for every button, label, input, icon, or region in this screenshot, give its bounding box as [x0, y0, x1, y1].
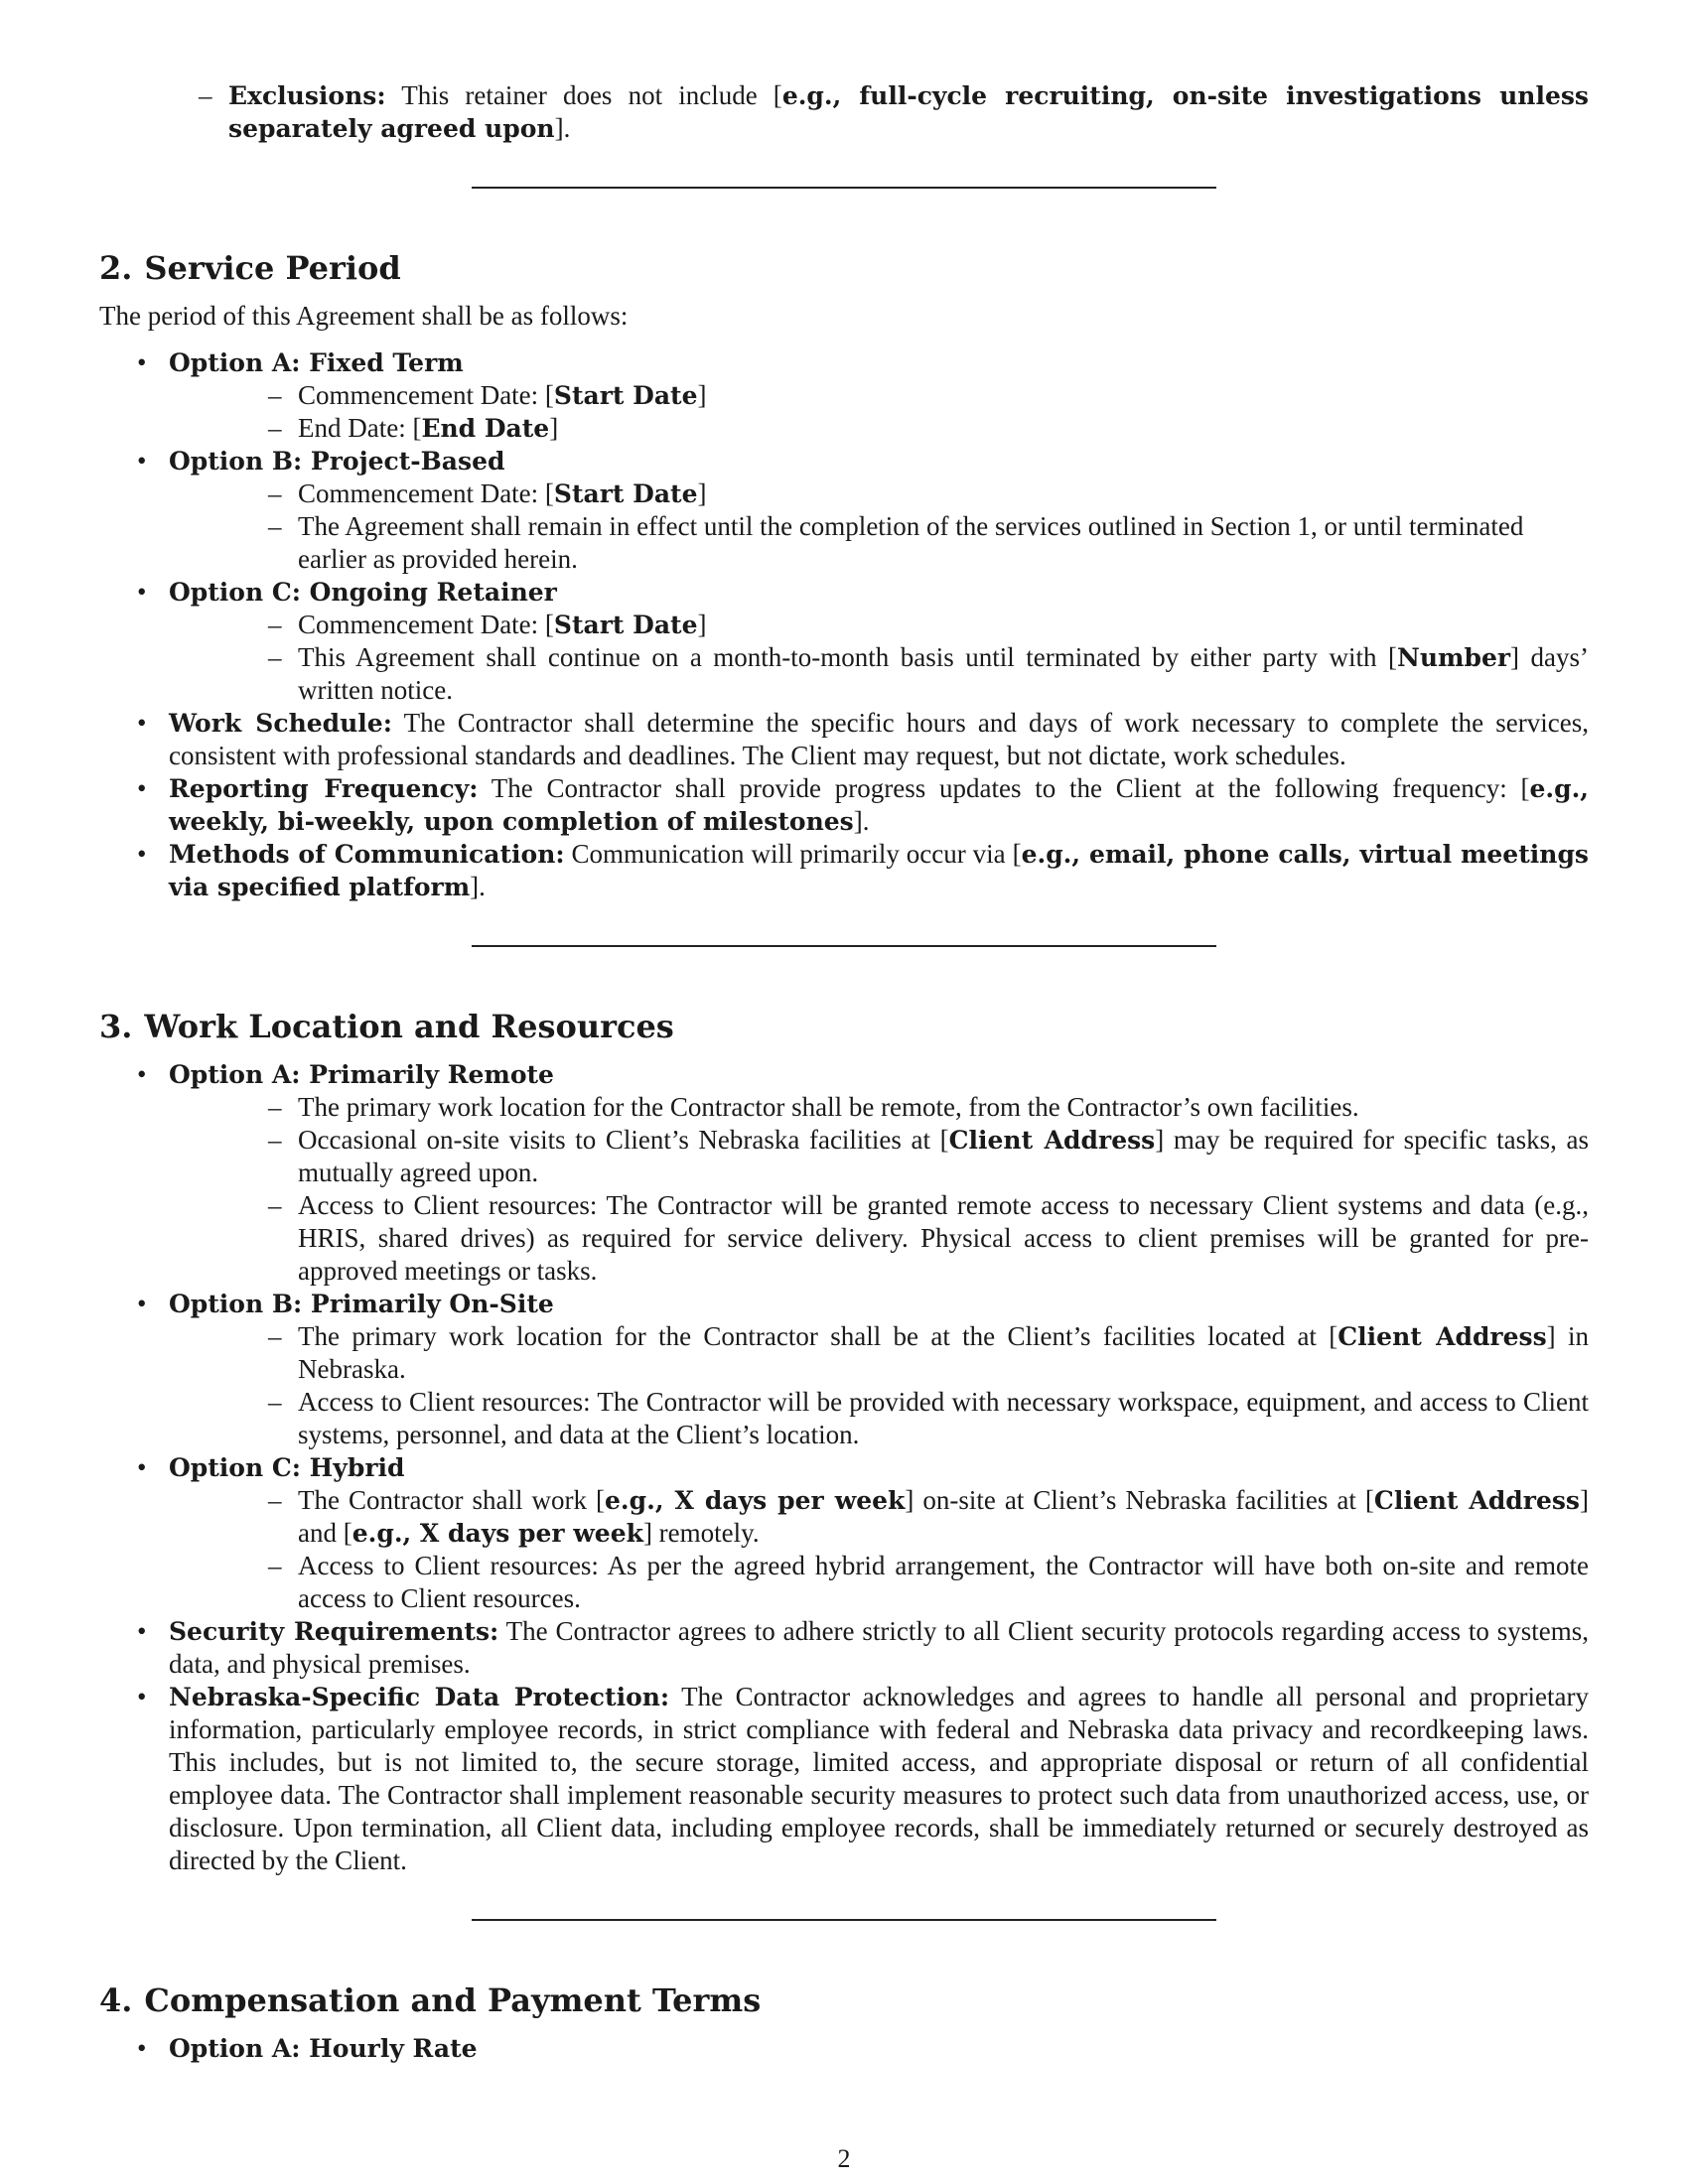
- section-heading-3: [99, 1007, 1589, 1046]
- placeholder: Number: [1397, 643, 1511, 672]
- text: Commencement Date: [: [298, 380, 554, 410]
- sub-list-item: [169, 641, 1589, 707]
- sub-list: [238, 1320, 1589, 1451]
- text: ].: [853, 806, 870, 836]
- text: ].: [470, 872, 486, 901]
- exclusions-placeholder: e.g., full-cycle recruiting, on-site investigations unless separately agreed upon: [228, 81, 1590, 143]
- text: Commencement Date: [: [298, 610, 554, 639]
- list-item: [99, 707, 1589, 772]
- sub-list-item: – Commencement Date: [Start Date]: [169, 609, 1589, 641]
- text: ] remotely.: [642, 1518, 760, 1548]
- document-page: [99, 79, 1589, 2065]
- placeholder: Client Address: [1337, 1322, 1547, 1351]
- sub-list-item: – End Date: [End Date]: [169, 412, 1589, 445]
- option-label: Option B: Project-Based: [169, 447, 505, 476]
- item-label: Security Requirements:: [169, 1617, 499, 1646]
- option-label: Option A: Primarily Remote: [169, 1060, 554, 1089]
- text: ] days’ written notice.: [298, 642, 1589, 705]
- sub-list: [238, 478, 1589, 576]
- text: ] on-site at Client’s Nebraska facilities at [: [905, 1485, 1374, 1515]
- placeholder: e.g., email, phone calls, virtual meetings via specified platform: [169, 840, 1589, 901]
- sub-list: [238, 1484, 1589, 1615]
- section-divider: [472, 187, 1216, 189]
- text: Communication will primarily occur via [: [564, 839, 1022, 869]
- text: The Contractor agrees to adhere strictly to all Client security protocols regarding access to systems, data, and physical premises.: [169, 1616, 1590, 1679]
- section-title: Compensation and Payment Terms: [144, 1981, 762, 2019]
- text: The Contractor shall provide progress updates to the Client at the following frequency: [: [478, 773, 1530, 803]
- item-label: Methods of Communication:: [169, 840, 565, 869]
- list-item: [99, 1681, 1589, 1877]
- placeholder: Start Date: [553, 381, 698, 410]
- item-label: Reporting Frequency:: [169, 774, 479, 803]
- list-item: [99, 445, 1589, 576]
- list-item: [99, 838, 1589, 903]
- exclusions-label: Exclusions:: [228, 81, 386, 110]
- list-item: [99, 772, 1589, 838]
- section-heading-2: [99, 248, 1589, 288]
- text: Commencement Date: [: [298, 478, 554, 508]
- list-item: [99, 1058, 1589, 1288]
- list-item: [99, 1615, 1589, 1681]
- option-label: Option A: Hourly Rate: [169, 2034, 478, 2063]
- placeholder: Start Date: [553, 611, 698, 639]
- sub-list-item: – Commencement Date: [Start Date]: [169, 379, 1589, 412]
- sub-list-item: [169, 1320, 1589, 1386]
- text: The primary work location for the Contractor shall be at the Client’s facilities located at [: [298, 1321, 1338, 1351]
- sub-list-item: – Access to Client resources: As per the agreed hybrid arrangement, the Contractor will have both on-site and remote access to Client resources.: [169, 1550, 1589, 1615]
- section-intro: The period of this Agreement shall be as follows:: [99, 301, 629, 331]
- sub-list-item: [169, 1484, 1589, 1550]
- section-divider: [472, 945, 1216, 947]
- list-item: [99, 2032, 1589, 2065]
- text: ] and [: [298, 1485, 1590, 1548]
- section-heading-4: [99, 1980, 1589, 2020]
- list-item: [99, 1451, 1589, 1615]
- placeholder: e.g., X days per week: [352, 1519, 643, 1548]
- section-number: 4.: [99, 1981, 133, 2019]
- option-label: Option B: Primarily On-Site: [169, 1290, 554, 1318]
- option-label: Option C: Ongoing Retainer: [169, 578, 557, 607]
- list-item: [99, 576, 1589, 707]
- option-label: Option C: Hybrid: [169, 1453, 405, 1482]
- service-period-list: [99, 346, 1589, 903]
- sub-list: [238, 379, 1589, 445]
- placeholder: Start Date: [553, 479, 698, 508]
- sub-list-item: – The primary work location for the Contractor shall be remote, from the Contractor’s own facilities.: [169, 1091, 1589, 1124]
- text: End Date: [: [298, 413, 422, 443]
- text: Occasional on-site visits to Client’s Nebraska facilities at [: [298, 1125, 949, 1155]
- placeholder: e.g., X days per week: [605, 1486, 906, 1515]
- section-divider: [472, 1919, 1216, 1921]
- exclusions-text: This retainer does not include [: [385, 80, 782, 110]
- placeholder: e.g., weekly, bi-weekly, upon completion of milestones: [169, 774, 1589, 836]
- section-title: Work Location and Resources: [144, 1008, 674, 1045]
- sub-list-item: – The Agreement shall remain in effect until the completion of the services outlined in Section 1, or until terminated earlier as provided herein.: [169, 510, 1589, 576]
- sub-list-item: – Commencement Date: [Start Date]: [169, 478, 1589, 510]
- item-label: Nebraska-Specific Data Protection:: [169, 1683, 670, 1711]
- compensation-list: [99, 2032, 1589, 2065]
- list-item: [99, 346, 1589, 445]
- text: ] may be required for specific tasks, as mutually agreed upon.: [298, 1125, 1589, 1187]
- exclusions-item: [99, 79, 1589, 145]
- sub-list-item: – Access to Client resources: The Contractor will be granted remote access to necessary Client systems and data (e.g., HRIS, shared drives) as required for service delivery. Physical access to client premises will be granted for pre-approved meetings or tasks.: [169, 1189, 1589, 1288]
- section-number: 3.: [99, 1008, 133, 1045]
- exclusions-text-end: ].: [554, 113, 571, 143]
- placeholder: End Date: [421, 414, 550, 443]
- placeholder: Client Address: [948, 1126, 1156, 1155]
- page-number: 2: [837, 2144, 851, 2173]
- list-item: [99, 1288, 1589, 1451]
- sub-list-item: – Access to Client resources: The Contractor will be provided with necessary workspace, equipment, and access to Client systems, personnel, and data at the Client’s location.: [169, 1386, 1589, 1451]
- text: The Contractor acknowledges and agrees to handle all personal and proprietary information, particularly employee records, in strict compliance with federal and Nebraska data privacy and recordkeeping laws. This includes, but is not limited to, the secure storage, limited access, and appropriate disposal or return of all confidential employee data. The Contractor shall implement reasonable security measures to protect such data from unauthorized access, use, or disclosure. Upon termination, all Client data, including employee records, shall be immediately returned or securely destroyed as directed by the Client.: [169, 1682, 1589, 1875]
- placeholder: Client Address: [1373, 1486, 1581, 1515]
- sub-list-item: [169, 1124, 1589, 1189]
- section-number: 2.: [99, 249, 133, 287]
- text: The Contractor shall determine the specific hours and days of work necessary to complete the services, consistent with professional standards and deadlines. The Client may request, but not dictate, work schedules.: [169, 708, 1589, 770]
- work-location-list: [99, 1058, 1589, 1877]
- option-label: Option A: Fixed Term: [169, 348, 464, 377]
- text: ] in Nebraska.: [298, 1321, 1590, 1384]
- item-label: Work Schedule:: [169, 709, 392, 738]
- sub-list: [238, 609, 1589, 707]
- text: This Agreement shall continue on a month-to-month basis until terminated by either party with [: [298, 642, 1397, 672]
- section-title: Service Period: [144, 249, 401, 287]
- sub-list: [238, 1091, 1589, 1288]
- text: The Contractor shall work [: [298, 1485, 606, 1515]
